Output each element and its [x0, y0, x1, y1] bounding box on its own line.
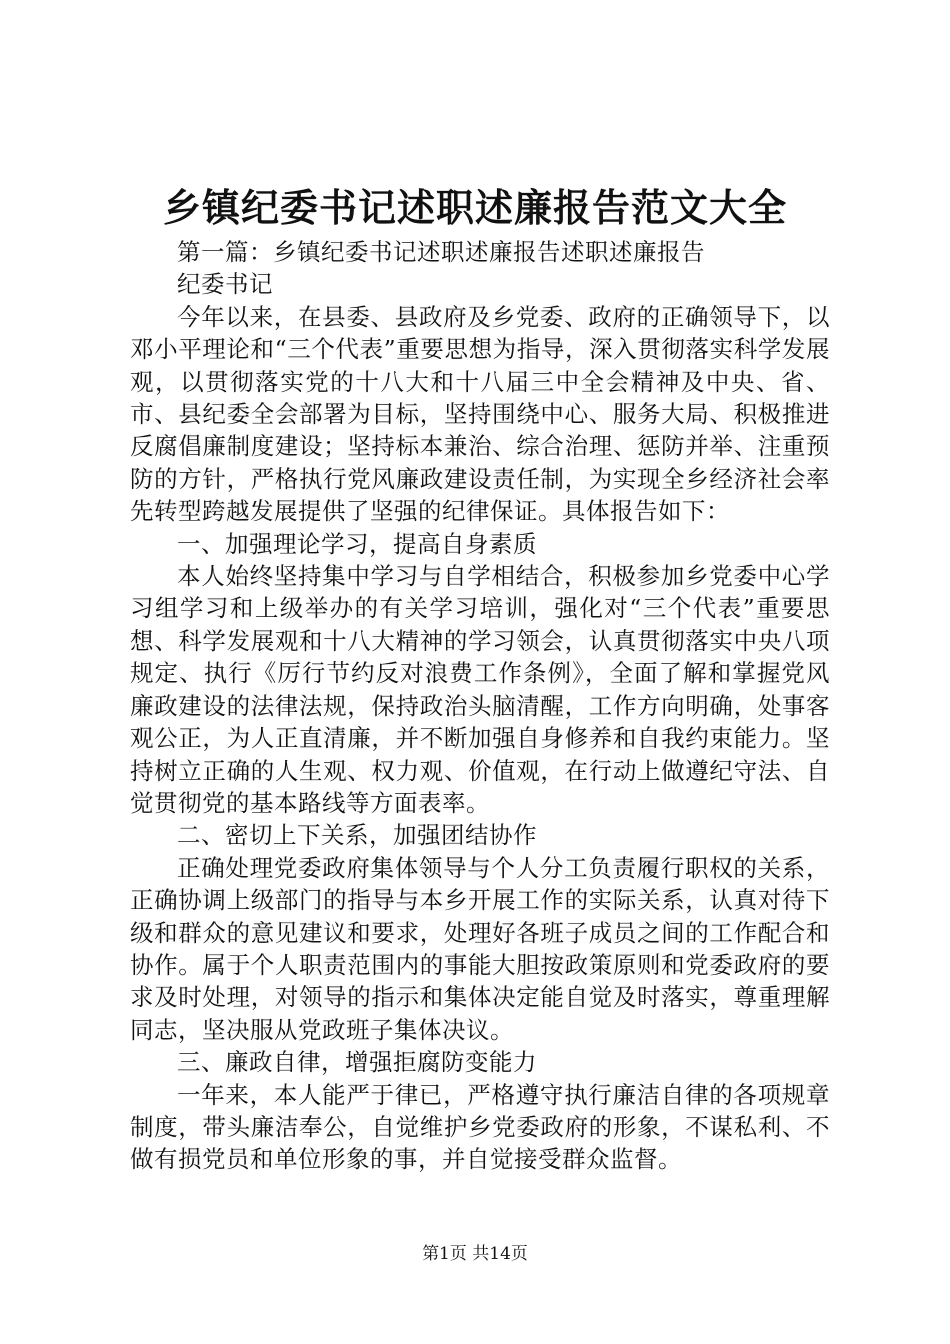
author-line: 纪委书记: [177, 270, 273, 299]
section-heading-2: 二、密切上下关系，加强团结协作: [177, 821, 537, 850]
paragraph-3: 一年来，本人能严于律已，严格遵守执行廉洁自律的各项规章制度，带头廉洁奉公，自觉维护乡党委政府的形象，不谋私利、不做有损党员和单位形象的事，并自觉接受群众监督。: [130, 1080, 830, 1174]
page-footer: 第1页 共14页: [422, 1244, 528, 1264]
section-heading-3: 三、廉政自律，增强拒腐防变能力: [177, 1048, 537, 1077]
document-title: 乡镇纪委书记述职述廉报告范文大全: [162, 185, 787, 230]
paragraph-1: 本人始终坚持集中学习与自学相结合，积极参加乡党委中心学习组学习和上级举办的有关学习培训，强化对“三个代表”重要思想、科学发展观和十八大精神的学习领会，认真贯彻落实中央八项规定、执行《厉行节约反对浪费工作条例》，全面了解和掌握党风廉政建设的法律法规，保持政治头脑清醒，工作方向明确，处事客观公正，为人正直清廉，并不断加强自身修养和自我约束能力。坚持树立正确的人生观、权力观、价值观，在行动上做遵纪守法、自觉贯彻党的基本路线等方面表率。: [130, 562, 830, 817]
section-heading-first: 第一篇：乡镇纪委书记述职述廉报告述职述廉报告: [177, 238, 705, 266]
document-body: [130, 236, 830, 1176]
paragraph-intro: 今年以来，在县委、县政府及乡党委、政府的正确领导下，以邓小平理论和“三个代表”重要思想为指导，深入贯彻落实科学发展观，以贯彻落实党的十八大和十八届三中全会精神及中央、省、市、县纪委全会部署为目标，坚持围绕中心、服务大局、积极推进反腐倡廉制度建设；坚持标本兼治、综合治理、惩防并举、注重预防的方针，严格执行党风廉政建设责任制，为实现全乡经济社会率先转型跨越发展提供了坚强的纪律保证。具体报告如下：: [130, 302, 830, 526]
section-heading-1: 一、加强理论学习，提高自身素质: [177, 529, 537, 558]
paragraph-2: 正确处理党委政府集体领导与个人分工负责履行职权的关系，正确协调上级部门的指导与本乡开展工作的实际关系，认真对待下级和群众的意见建议和要求，处理好各班子成员之间的工作配合和协作。属于个人职责范围内的事能大胆按政策原则和党委政府的要求及时处理，对领导的指示和集体决定能自觉及时落实，尊重理解同志，坚决服从党政班子集体决议。: [130, 853, 830, 1044]
